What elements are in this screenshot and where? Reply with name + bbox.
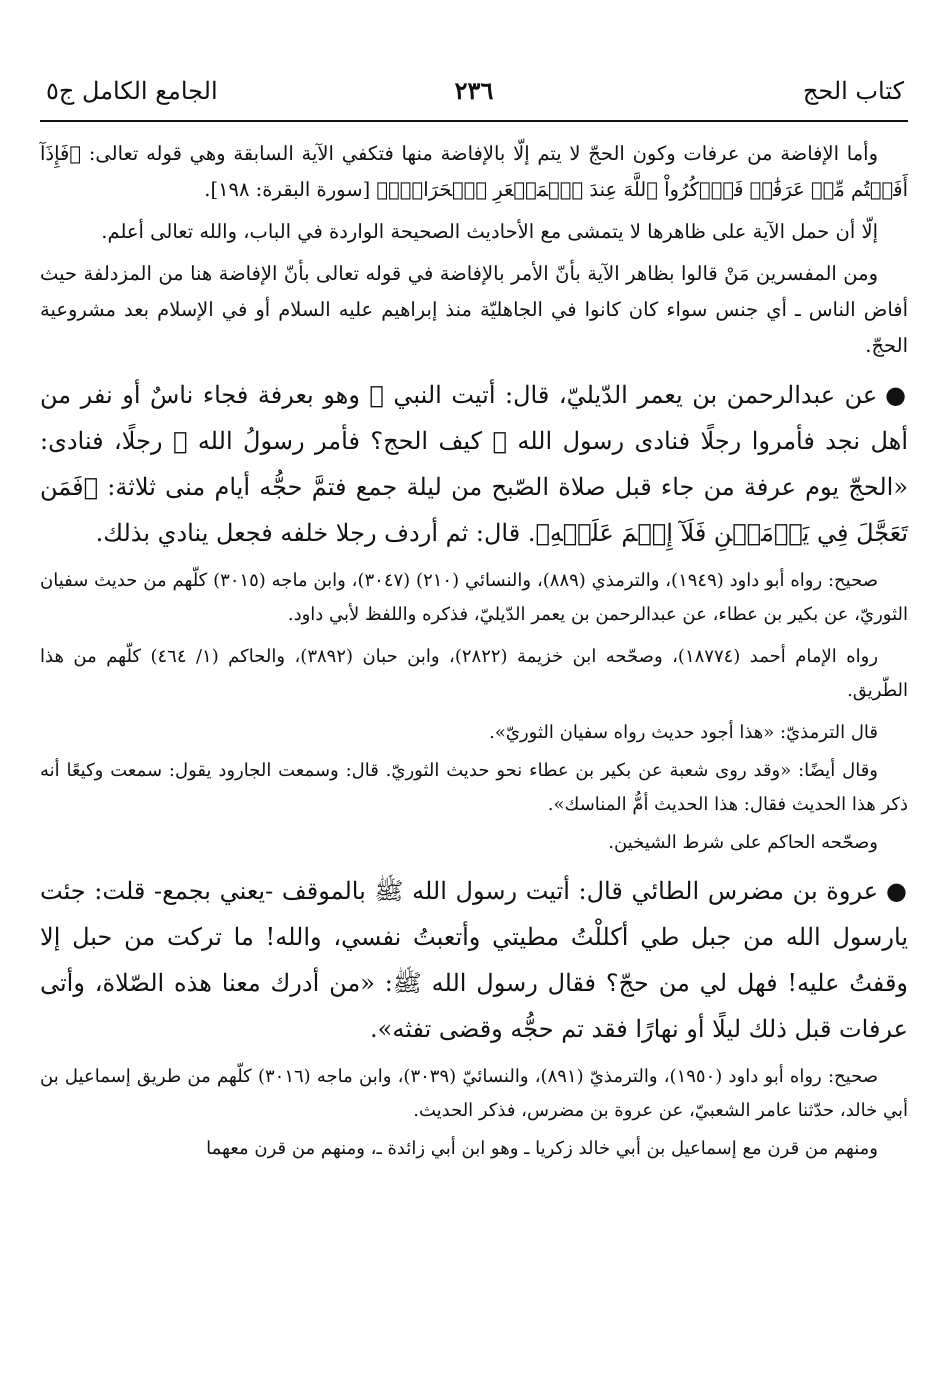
header-book-title: الجامع الكامل ج٥ (46, 77, 218, 105)
takhrij-sahih-abu-dawud-1949: صحيح: رواه أبو داود (١٩٤٩)، والترمذي (٨٨٩)، والنسائي (٢١٠) (٣٠٤٧)، وابن ماجه (٣٠١٥) كلّهم من حديث سفيان الثوريّ، عن بكير بن عطاء، عن عبدالرحمن بن يعمر الدّيليّ، فذكره واللفظ لأبي داود. (40, 570, 908, 625)
takhrij-sahih-abu-dawud-1950: صحيح: رواه أبو داود (١٩٥٠)، والترمذيّ (٨٩١)، والنسائيّ (٣٠٣٩)، وابن ماجه (٣٠١٦) كلّهم من طريق إسماعيل بن أبي خالد، حدّثنا عامر الشعبيّ، عن عروة بن مضرس، فذكر الحديث. (40, 1066, 908, 1121)
paragraph-mufassirin: ومن المفسرين مَنْ قالوا بظاهر الآية بأنّ الأمر بالإفاضة في قوله تعالى بأنّ الإفاضة هنا من المزدلفة حيث أفاض الناس ـ أي جنس سواء كان كانوا في الجاهليّة منذ إبراهيم عليه السلام أو في الإسلام بعد مشروعية الحجّ. (40, 262, 908, 357)
tirmidhi-comment-2: وقال أيضًا: «وقد روى شعبة عن بكير بن عطاء نحو حديث الثوريّ. قال: وسمعت الجارود يقول: سمعت وكيعًا أنه ذكر هذا الحديث فقال: هذا الحديث أمُّ المناسك». (40, 760, 908, 815)
hadith-urwa-bin-mudarris (40, 860, 908, 1052)
hadith-bullet: ● (886, 876, 908, 905)
paragraph-ifada-arafat: وأما الإفاضة من عرفات وكون الحجّ لا يتم إلّا بالإفاضة منها فتكفي الآية السابقة وهي قوله تعالى: ﴿فَإِذَآ أَفَضۡتُم مِّنۡ عَرَفَٰتٖ فَٱذۡكُرُواْ ٱللَّهَ عِندَ ٱلۡمَشۡعَرِ ٱلۡحَرَامِۖ﴾ [سورة البقرة: ١٩٨]. (40, 142, 908, 201)
takhrij-continuation: ومنهم من قرن مع إسماعيل بن أبي خالد زكريا ـ وهو ابن أبي زائدة ـ، ومنهم من قرن معهما (206, 1138, 878, 1159)
header-section-title: كتاب الحج (802, 77, 904, 105)
running-header (40, 66, 908, 122)
hadith-text: عروة بن مضرس الطائي قال: أتيت رسول الله ﷺ بالموقف -يعني بجمع- قلت: جئت يارسول الله من جبل طي أكللْتُ مطيتي وأتعبتُ نفسي، والله! ما تركت من حبل إلا وقفتُ عليه! فهل لي من حجّ؟ فقال رسول الله ﷺ: «من أدرك معنا هذه الصّلاة، وأتى عرفات قبل ذلك ليلًا أو نهارًا فقد تم حجُّه وقضى تفثه». (40, 877, 908, 1043)
tirmidhi-comment: قال الترمذيّ: «هذا أجود حديث رواه سفيان الثوريّ». (489, 722, 878, 743)
header-page-number: ٢٣٦ (454, 76, 494, 105)
paragraph-ayah-interpretation: إلّا أن حمل الآية على ظاهرها لا يتمشى مع الأحاديث الصحيحة الواردة في الباب، والله تعالى أعلم. (101, 220, 878, 243)
hadith-abdulrahman-bin-yamur (40, 364, 908, 556)
page-body (40, 130, 908, 1166)
takhrij-ahmad: رواه الإمام أحمد (١٨٧٧٤)، وصحّحه ابن خزيمة (٢٨٢٢)، وابن حبان (٣٨٩٢)، والحاكم (١/ ٤٦٤) كلّهم من هذا الطّريق. (40, 646, 908, 701)
hadith-text: عن عبدالرحمن بن يعمر الدّيليّ، قال: أتيت النبي ﷺ وهو بعرفة فجاء ناسٌ أو نفر من أهل نجد فأمروا رجلًا فنادى رسول الله ﷺ كيف الحج؟ فأمر رسولُ الله ﷺ رجلًا، فنادى: «الحجّ يوم عرفة من جاء قبل صلاة الصّبح من ليلة جمع فتمَّ حجُّه أيام منى ثلاثة: ﴿فَمَن تَعَجَّلَ فِي يَوۡمَيۡنِ فَلَآ إِثۡمَ عَلَيۡهِ﴾. قال: ثم أردف رجلا خلفه فجعل ينادي بذلك. (40, 381, 908, 547)
hakim-comment: وصحّحه الحاكم على شرط الشيخين. (608, 832, 878, 853)
book-page (40, 0, 908, 1377)
hadith-bullet: ● (885, 380, 908, 409)
